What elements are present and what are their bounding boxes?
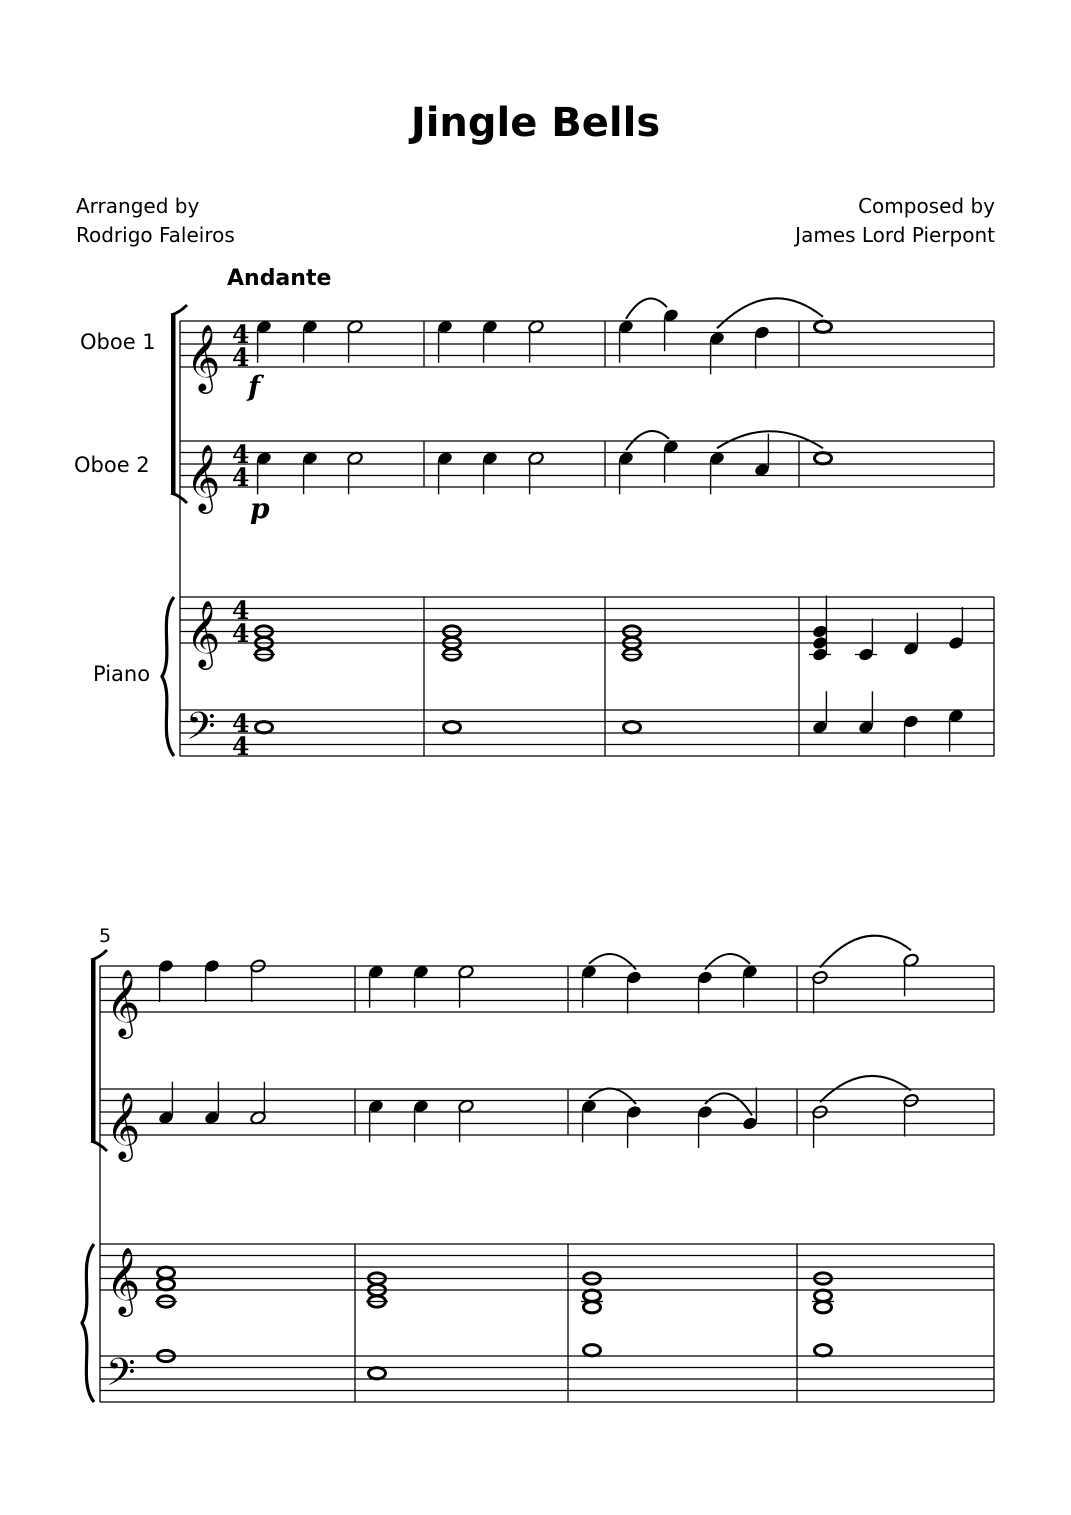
time-signature-bottom: 4 bbox=[232, 732, 250, 761]
dynamic-forte: f bbox=[248, 370, 261, 403]
score-title: Jingle Bells bbox=[410, 100, 661, 146]
treble-clef-icon: 𝄞 bbox=[186, 443, 221, 511]
whole-note bbox=[815, 321, 832, 332]
slur bbox=[820, 936, 911, 968]
whole-note bbox=[256, 722, 273, 733]
whole-note bbox=[815, 1345, 832, 1356]
whole-note bbox=[584, 1302, 601, 1313]
composer-label: Composed by bbox=[858, 194, 995, 218]
measure-number: 5 bbox=[99, 925, 112, 947]
arranger-name: Rodrigo Faleiros bbox=[76, 223, 235, 247]
slur bbox=[717, 431, 823, 448]
treble-clef-icon: 𝄞 bbox=[186, 323, 221, 391]
time-signature-top: 4 bbox=[232, 709, 250, 738]
whole-note bbox=[815, 1290, 832, 1301]
bracket-hook bbox=[171, 493, 187, 503]
whole-note bbox=[815, 1302, 832, 1313]
bracket-hook bbox=[91, 1141, 107, 1151]
time-signature-top: 4 bbox=[232, 440, 250, 469]
notes bbox=[155, 308, 965, 1379]
whole-note bbox=[815, 453, 832, 464]
whole-note bbox=[624, 722, 641, 733]
whole-note bbox=[369, 1368, 386, 1379]
instrument-label-piano: Piano bbox=[93, 662, 151, 686]
treble-clef-icon: 𝄞 bbox=[106, 968, 141, 1036]
dynamics bbox=[246, 370, 270, 525]
bracket bbox=[171, 315, 176, 493]
time-signature-bottom: 4 bbox=[232, 619, 250, 648]
treble-clef-icon: 𝄞 bbox=[186, 599, 221, 667]
bass-clef-icon: 𝄢 bbox=[106, 1349, 136, 1404]
slurs bbox=[589, 298, 911, 1115]
slur bbox=[589, 1089, 636, 1104]
whole-note bbox=[584, 1290, 601, 1301]
clefs bbox=[106, 323, 220, 1404]
instrument-label-oboe2: Oboe 2 bbox=[74, 453, 150, 477]
time-signatures bbox=[232, 320, 249, 761]
tempo-marking: Andante bbox=[227, 266, 332, 291]
whole-note bbox=[444, 722, 461, 733]
bass-clef-icon: 𝄢 bbox=[186, 703, 216, 758]
time-signature-bottom: 4 bbox=[232, 343, 250, 372]
instrument-label-oboe1: Oboe 1 bbox=[80, 330, 156, 354]
brace bbox=[162, 597, 174, 756]
time-signature-top: 4 bbox=[232, 320, 250, 349]
bracket bbox=[91, 960, 96, 1141]
whole-note bbox=[584, 1345, 601, 1356]
composer-name: James Lord Pierpont bbox=[795, 223, 995, 247]
slur bbox=[717, 298, 823, 328]
treble-clef-icon: 𝄞 bbox=[106, 1246, 141, 1314]
bracket-hook bbox=[91, 950, 107, 960]
brackets bbox=[82, 305, 187, 1402]
time-signature-top: 4 bbox=[232, 596, 250, 625]
whole-note bbox=[158, 1279, 175, 1290]
treble-clef-icon: 𝄞 bbox=[106, 1091, 141, 1159]
slur bbox=[705, 954, 750, 969]
brace bbox=[82, 1244, 94, 1402]
slur bbox=[589, 954, 636, 969]
slur bbox=[626, 299, 667, 319]
time-signature-bottom: 4 bbox=[232, 463, 250, 492]
dynamic-piano: p bbox=[250, 492, 270, 525]
arranger-label: Arranged by bbox=[76, 194, 200, 218]
bracket-hook bbox=[171, 305, 187, 315]
whole-note bbox=[158, 1267, 175, 1278]
